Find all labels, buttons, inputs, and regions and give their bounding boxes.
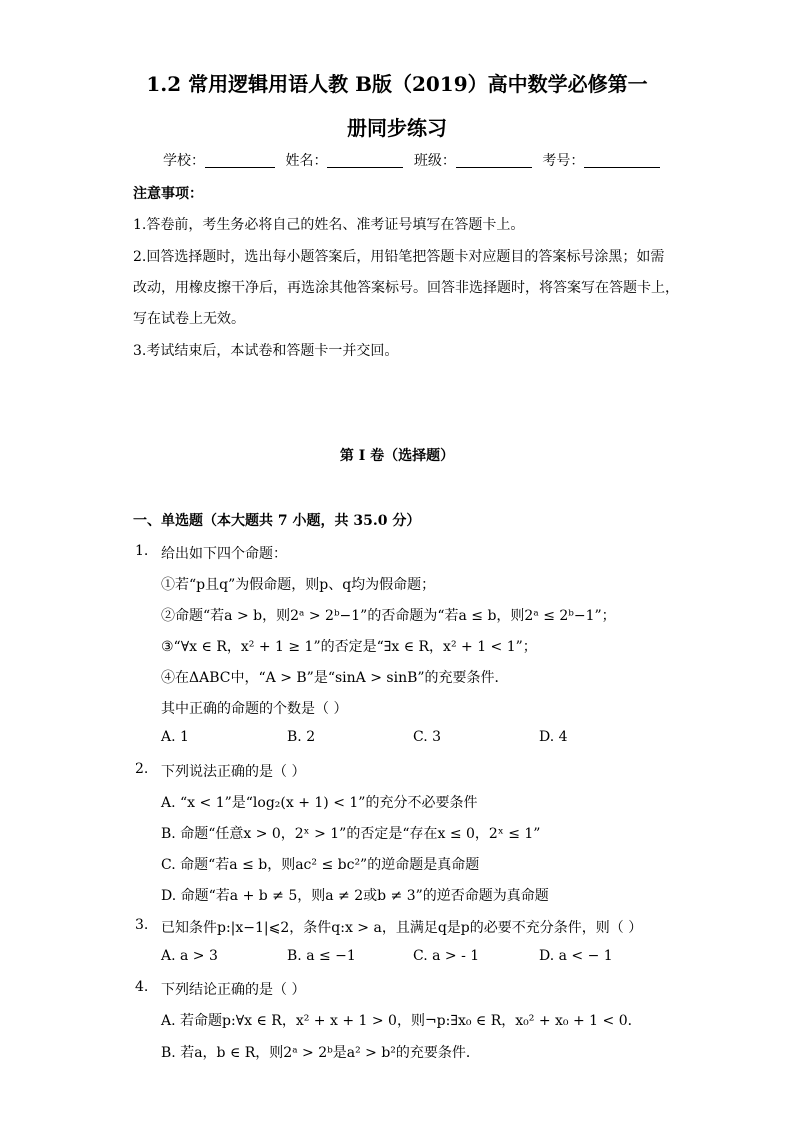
- name-label: 姓名：: [285, 153, 328, 169]
- exam-no-blank[interactable]: [584, 153, 660, 168]
- q3-number: 3.: [135, 917, 149, 933]
- q2-option-c[interactable]: C. 命题“若a ≤ b，则ac² ≤ bc²”的逆命题是真命题: [161, 857, 480, 873]
- q3-option-a[interactable]: A. a > 3: [161, 948, 218, 964]
- q1-option-a[interactable]: A. 1: [161, 729, 189, 745]
- notice-heading: 注意事项：: [133, 186, 203, 202]
- q4-stem: 下列结论正确的是（ ）: [161, 982, 306, 998]
- q3-option-c[interactable]: C. a > - 1: [413, 948, 480, 964]
- q2-option-a[interactable]: A. “x < 1”是“log₂(x + 1) < 1”的充分不必要条件: [161, 795, 478, 811]
- q1-statement-2: ②命题“若a > b，则2ᵃ > 2ᵇ−1”的否命题为“若a ≤ b，则2ᵃ ≤ 2ᵇ−1”；: [161, 608, 616, 624]
- school-label: 学校：: [163, 153, 205, 169]
- q1-option-b[interactable]: B. 2: [287, 729, 316, 745]
- q1-option-c[interactable]: C. 3: [413, 729, 442, 745]
- class-blank[interactable]: [456, 153, 532, 168]
- notice-item-2-line3: 写在试卷上无效。: [133, 311, 245, 327]
- class-label: 班级：: [413, 153, 456, 169]
- exam-no-label: 考号：: [542, 153, 585, 169]
- q3-option-b[interactable]: B. a ≤ −1: [287, 948, 356, 964]
- q4-option-b[interactable]: B. 若a，b ∈ R，则2ᵃ > 2ᵇ是a² > b²的充要条件．: [161, 1045, 480, 1061]
- student-info-row: [163, 150, 666, 170]
- q4-option-a[interactable]: A. 若命题p:∀x ∈ R，x² + x + 1 > 0，则¬p:∃x₀ ∈ R，x₀² + x₀ + 1 < 0．: [161, 1013, 642, 1029]
- doc-title-line1: 1.2 常用逻辑用语人教 B版（2019）高中数学必修第一: [146, 72, 648, 96]
- q3-stem: 已知条件p:|x−1|⩽2，条件q:x > a，且满足q是p的必要不充分条件，则（ ）: [161, 920, 643, 936]
- q1-stem: 给出如下四个命题：: [161, 546, 287, 562]
- notice-item-3: 3.考试结束后，本试卷和答题卡一并交回。: [133, 343, 399, 359]
- part-heading: 一、单选题（本大题共 7 小题，共 35.0 分）: [133, 513, 421, 529]
- section-title: 第 I 卷（选择题）: [339, 448, 455, 464]
- q1-statement-4: ④在ΔABC中，“A > B”是“sinA > sinB”的充要条件．: [161, 670, 509, 686]
- q3-option-d[interactable]: D. a < − 1: [539, 948, 613, 964]
- q1-number: 1.: [135, 543, 149, 559]
- q2-stem: 下列说法正确的是（ ）: [161, 764, 306, 780]
- notice-item-2-line2: 改动，用橡皮擦干净后，再选涂其他答案标号。回答非选择题时，将答案写在答题卡上，: [133, 280, 679, 296]
- q1-option-d[interactable]: D. 4: [539, 729, 568, 745]
- q1-ask: 其中正确的命题的个数是（ ）: [161, 701, 348, 717]
- q4-number: 4.: [135, 979, 149, 995]
- school-blank[interactable]: [205, 153, 275, 168]
- notice-item-1: 1.答卷前，考生务必将自己的姓名、准考证号填写在答题卡上。: [133, 217, 525, 233]
- q2-option-b[interactable]: B. 命题“任意x > 0，2ˣ > 1”的否定是“存在x ≤ 0，2ˣ ≤ 1”: [161, 826, 541, 842]
- q2-option-d[interactable]: D. 命题“若a + b ≠ 5，则a ≠ 2或b ≠ 3”的逆否命题为真命题: [161, 888, 549, 904]
- notice-item-2-line1: 2.回答选择题时，选出每小题答案后，用铅笔把答题卡对应题目的答案标号涂黑；如需: [133, 249, 665, 265]
- q1-statement-3: ③“∀x ∈ R，x² + 1 ≥ 1”的否定是“∃x ∈ R，x² + 1 < 1”；: [161, 639, 537, 655]
- name-blank[interactable]: [327, 153, 403, 168]
- q2-number: 2.: [135, 761, 149, 777]
- q1-statement-1: ①若“p且q”为假命题，则p、q均为假命题；: [161, 577, 436, 593]
- doc-title-line2: 册同步练习: [347, 116, 447, 140]
